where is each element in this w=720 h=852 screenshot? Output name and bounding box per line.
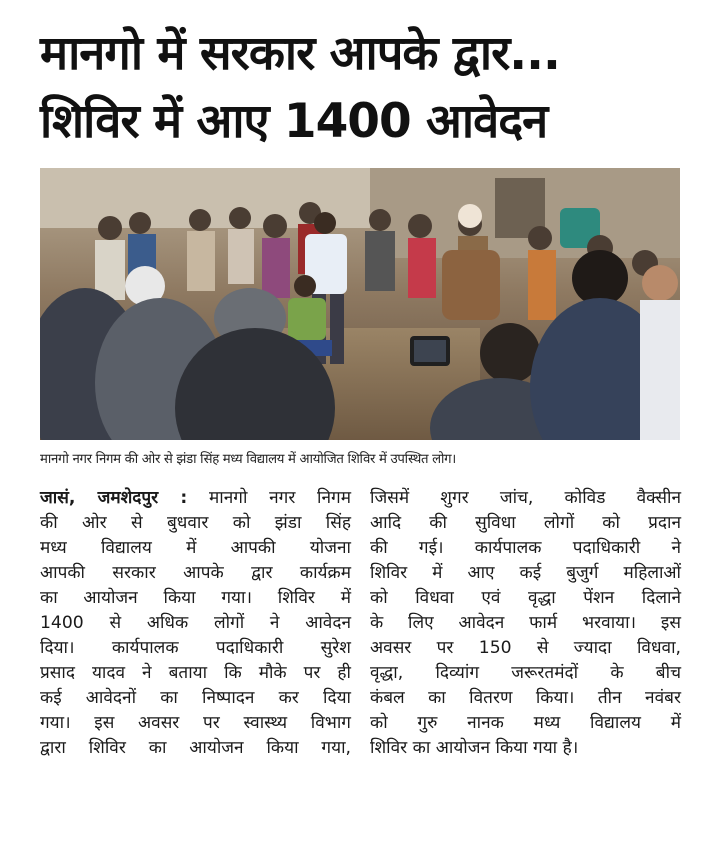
headline-line-1: मानगो में सरकार आपके द्वार... [40, 26, 560, 81]
article-line: गया। इस अवसर पर स्वास्थ्य विभाग [40, 713, 351, 733]
crowd-photo-icon [40, 168, 680, 440]
article-line: वृद्धा, दिव्यांग जरूरतमंदों के बीच [370, 663, 681, 683]
news-photo [40, 168, 680, 440]
article-line: अवसर पर 150 से ज्यादा विधवा, [370, 638, 681, 658]
article-line: आदि की सुविधा लोगों को प्रदान [370, 513, 681, 533]
article-line: को गुरु नानक मध्य विद्यालय में [370, 713, 681, 733]
article-column-right [370, 486, 681, 761]
article-line: 1400 से अधिक लोगों ने आवेदन [40, 613, 351, 633]
article-line: शिविर में आए कई बुजुर्ग महिलाओं [370, 563, 681, 583]
article-line: को विधवा एवं वृद्धा पेंशन दिलाने [370, 588, 681, 608]
article-line: की गई। कार्यपालक पदाधिकारी ने [370, 538, 681, 558]
photo-caption: मानगो नगर निगम की ओर से झंडा सिंह मध्य विद्यालय में आयोजित शिविर में उपस्थित लोग। [40, 452, 456, 467]
article-line: प्रसाद यादव ने बताया कि मौके पर ही [40, 663, 351, 683]
article-line: दिया। कार्यपालक पदाधिकारी सुरेश [40, 638, 351, 658]
article-line: के लिए आवेदन फार्म भरवाया। इस [370, 613, 681, 633]
article-line: का आयोजन किया गया। शिविर में [40, 588, 351, 608]
article-column-left [40, 486, 351, 761]
article-line: मध्य विद्यालय में आपकी योजना [40, 538, 351, 558]
article-first-line [40, 486, 351, 511]
article-line: द्वारा शिविर का आयोजन किया गया, [40, 738, 351, 758]
article-line: जिसमें शुगर जांच, कोविड वैक्सीन [370, 488, 681, 508]
article-line: कंबल का वितरण किया। तीन नवंबर [370, 688, 681, 708]
article-line: शिविर का आयोजन किया गया है। [370, 738, 579, 758]
article-line: कई आवेदनों का निष्पादन कर दिया [40, 688, 351, 708]
dateline: जासं, जमशेदपुर : [40, 488, 188, 508]
article-line: की ओर से बुधवार को झंडा सिंह [40, 513, 351, 533]
article-line: मानगो नगर निगम [209, 488, 351, 508]
article-line: आपकी सरकार आपके द्वार कार्यक्रम [40, 563, 351, 583]
headline-line-2: शिविर में आए 1400 आवेदन [40, 94, 548, 149]
